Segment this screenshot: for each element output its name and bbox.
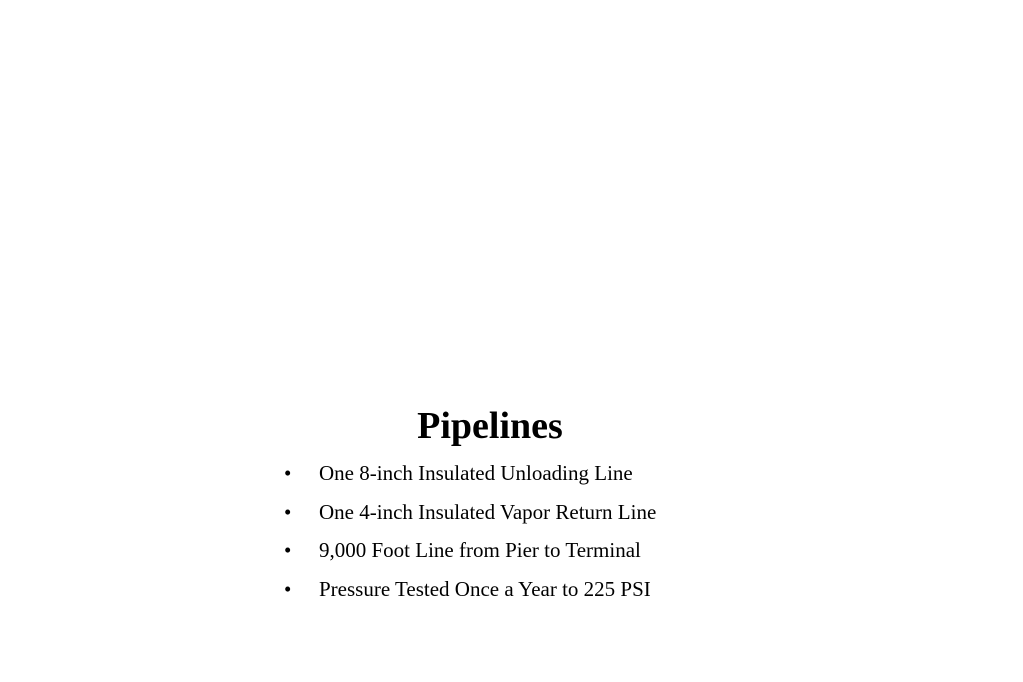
bullet-text: One 4-inch Insulated Vapor Return Line	[319, 499, 657, 524]
bullet-icon: •	[284, 576, 292, 601]
bullet-icon: •	[284, 499, 292, 524]
bullet-icon: •	[284, 461, 292, 485]
bullet-text: Pressure Tested Once a Year to 225 PSI	[319, 576, 651, 601]
slide-title: Pipelines	[417, 405, 563, 447]
bullet-icon: •	[284, 538, 292, 562]
bullet-text: 9,000 Foot Line from Pier to Terminal	[319, 538, 641, 562]
bullet-text: One 8-inch Insulated Unloading Line	[319, 461, 633, 485]
